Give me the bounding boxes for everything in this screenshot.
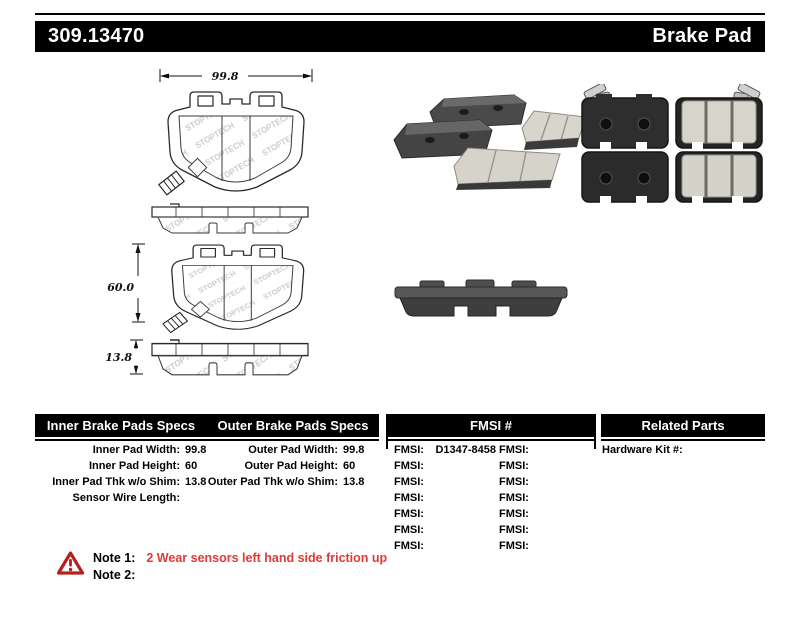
part-number: 309.13470 — [48, 25, 145, 47]
related-parts-column — [602, 442, 762, 458]
note-2 — [93, 568, 146, 582]
fmsi-row: FMSI: — [394, 492, 424, 504]
fmsi-left-border — [386, 437, 388, 449]
outer-specs-header: Outer Brake Pads Specs — [217, 418, 369, 433]
spec-row: Outer Pad Thk w/o Shim: 13.8 — [207, 476, 365, 488]
friction-pad-photo-top — [676, 98, 762, 149]
height-dimension — [107, 244, 145, 322]
specs-rule — [35, 439, 379, 441]
outer-specs-column — [207, 442, 385, 490]
photo-pad-edge — [390, 276, 572, 324]
fmsi-column-1 — [394, 442, 496, 554]
note-1-label: Note 1: — [93, 551, 136, 565]
fmsi-row: FMSI: — [499, 460, 529, 472]
fmsi-row: FMSI: — [394, 508, 424, 520]
fmsi-row: FMSI: — [499, 492, 529, 504]
fmsi-row: FMSI: — [394, 524, 424, 536]
fmsi-row: FMSI: — [499, 476, 529, 488]
spec-row: Inner Pad Thk w/o Shim: 13.8 — [52, 476, 207, 488]
fmsi-right-border — [594, 437, 596, 449]
product-type: Brake Pad — [652, 25, 752, 47]
pad-edge-view-top — [152, 204, 308, 233]
fmsi-rule — [386, 439, 596, 441]
top-rule — [35, 13, 765, 15]
note-1-text: 2 Wear sensors left hand side friction up — [146, 551, 388, 565]
spec-row: Inner Pad Height: 60 — [88, 460, 198, 472]
warning-triangle-icon — [57, 551, 84, 575]
fmsi-row: FMSI: — [499, 508, 529, 520]
spec-row: Sensor Wire Length: — [72, 492, 180, 504]
svg-text:99.8: 99.8 — [211, 70, 239, 83]
inner-specs-column — [35, 442, 227, 506]
photo-pads-flatlay — [574, 84, 770, 206]
width-dimension — [160, 69, 312, 83]
fmsi-row: FMSI: — [499, 540, 529, 552]
backing-plate-photo-bottom — [582, 152, 668, 203]
fmsi-column-2 — [499, 442, 593, 554]
fmsi-row: FMSI: — [394, 460, 424, 472]
technical-drawing — [98, 58, 333, 388]
friction-pad-photo-bottom — [676, 152, 762, 203]
photo-pads-perspective — [392, 86, 588, 190]
note-2-label: Note 2: — [93, 568, 136, 582]
related-row: Hardware Kit #: — [602, 444, 683, 456]
backing-plate-photo — [394, 95, 526, 158]
fmsi-row: FMSI: — [499, 444, 529, 456]
thickness-dimension — [105, 340, 143, 374]
fmsi-row: FMSI: D1347-8458 — [394, 444, 496, 456]
related-rule — [601, 439, 765, 441]
fmsi-row: FMSI: — [394, 476, 424, 488]
fmsi-row: FMSI: — [499, 524, 529, 536]
svg-text:13.8: 13.8 — [105, 351, 132, 364]
fmsi-row: FMSI: — [394, 540, 424, 552]
header-bar — [35, 21, 765, 52]
pad-edge-view-bottom — [152, 340, 308, 375]
backing-plate-photo-top — [582, 94, 668, 149]
table-header-related: Related Parts — [601, 414, 765, 437]
svg-text:60.0: 60.0 — [107, 281, 134, 294]
spec-row: Outer Pad Height: 60 — [244, 460, 356, 472]
inner-specs-header: Inner Brake Pads Specs — [46, 418, 196, 433]
table-header-fmsi: FMSI # — [386, 414, 596, 437]
spec-row: Outer Pad Width: 99.8 — [248, 444, 365, 456]
pad-front-view-bottom — [163, 245, 304, 332]
spec-row: Inner Pad Width: 99.8 — [92, 444, 207, 456]
pad-front-view-top — [159, 92, 304, 195]
note-1 — [93, 551, 387, 565]
table-header-specs — [35, 414, 379, 437]
